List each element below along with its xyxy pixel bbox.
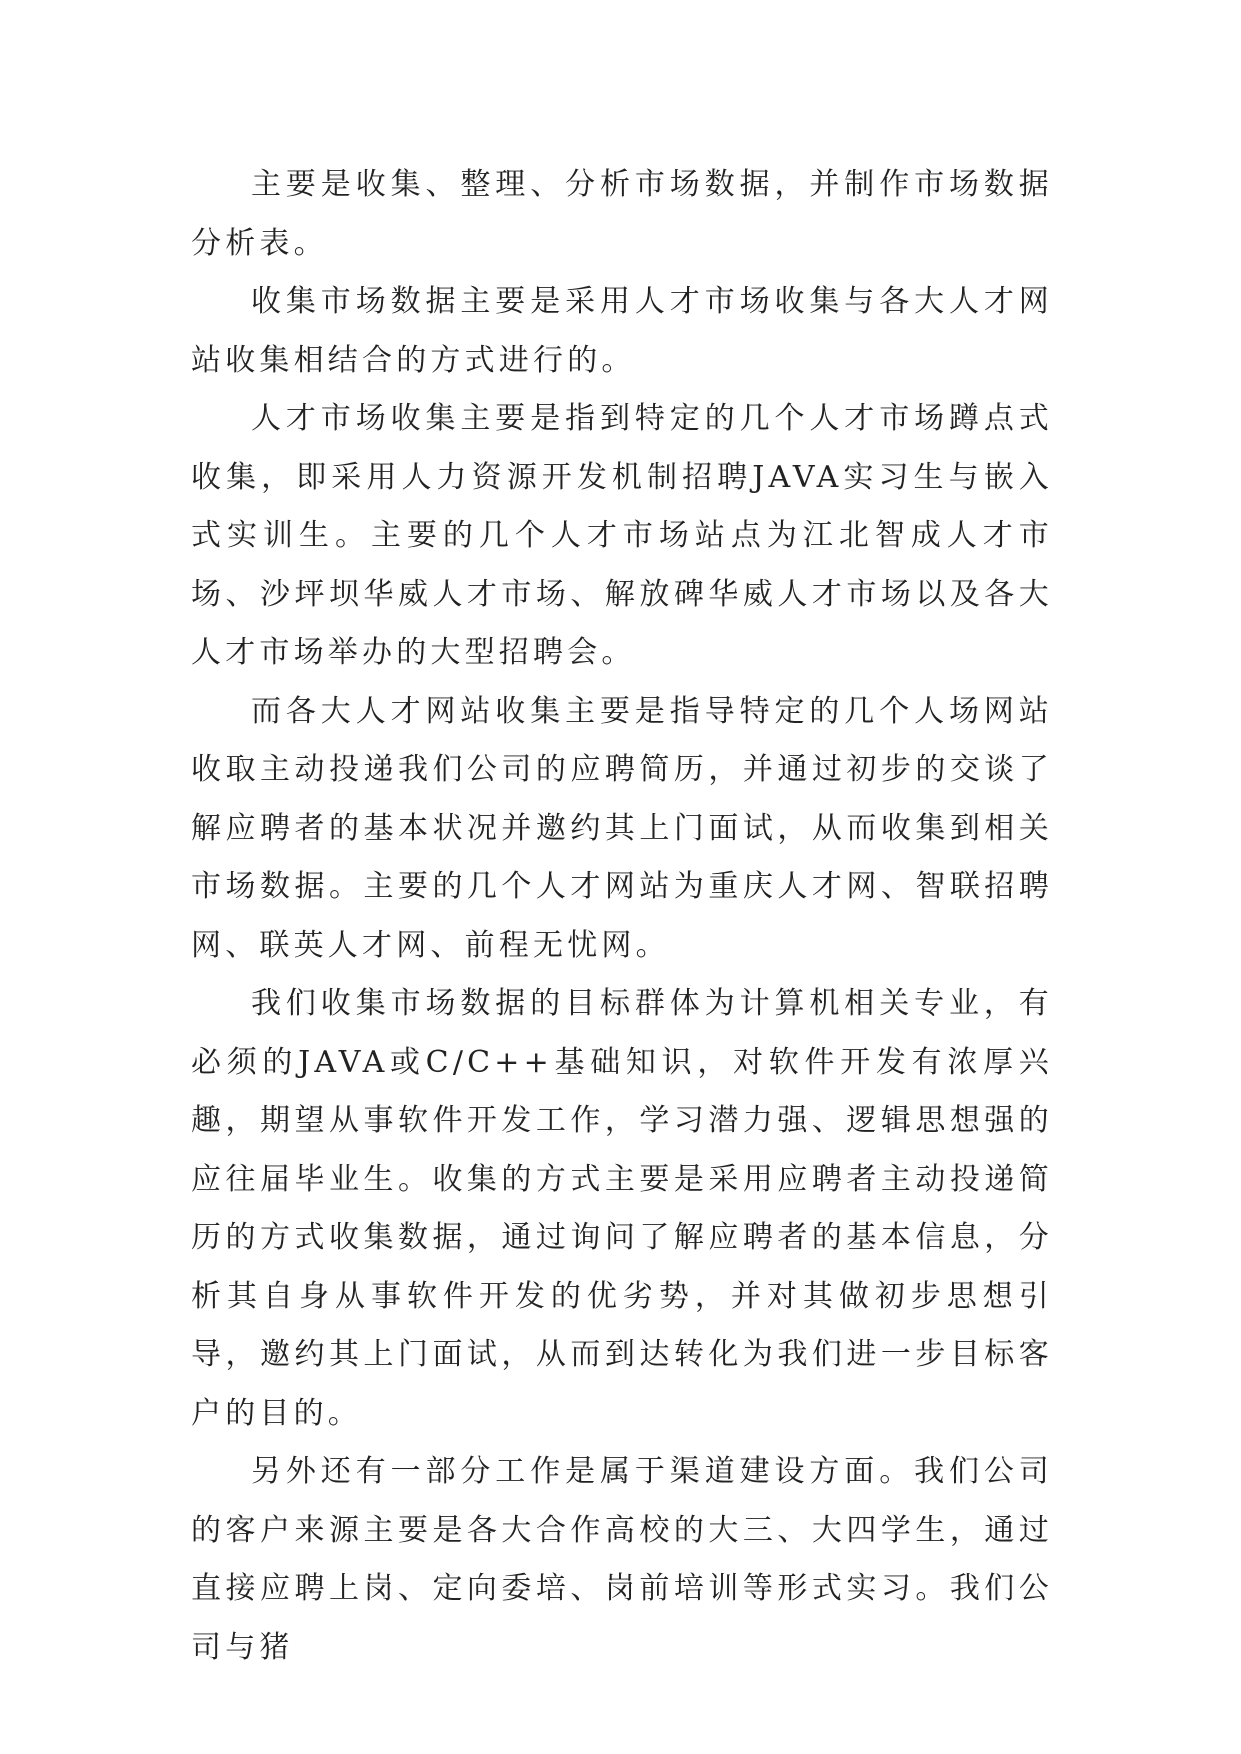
document-body — [191, 156, 1053, 1677]
paragraph-3: 人才市场收集主要是指到特定的几个人才市场蹲点式收集，即采用人力资源开发机制招聘JAVA实习生与嵌入式实训生。主要的几个人才市场站点为江北智成人才市场、沙坪坝华威人才市场、解放碑华威人才市场以及各大人才市场举办的大型招聘会。 — [191, 401, 1053, 670]
paragraph-1: 主要是收集、整理、分析市场数据，并制作市场数据分析表。 — [191, 167, 1053, 261]
paragraph-2: 收集市场数据主要是采用人才市场收集与各大人才网站收集相结合的方式进行的。 — [191, 284, 1053, 378]
paragraph-4: 而各大人才网站收集主要是指导特定的几个人场网站收取主动投递我们公司的应聘简历，并通过初步的交谈了解应聘者的基本状况并邀约其上门面试，从而收集到相关市场数据。主要的几个人才网站为重庆人才网、智联招聘网、联英人才网、前程无忧网。 — [191, 693, 1053, 963]
paragraph-5: 我们收集市场数据的目标群体为计算机相关专业，有必须的JAVA或C/C++基础知识，对软件开发有浓厚兴趣，期望从事软件开发工作，学习潜力强、逻辑思想强的应往届毕业生。收集的方式主要是采用应聘者主动投递简历的方式收集数据，通过询问了解应聘者的基本信息，分析其自身从事软件开发的优劣势，并对其做初步思想引导，邀约其上门面试，从而到达转化为我们进一步目标客户的目的。 — [191, 986, 1053, 1431]
paragraph-6: 另外还有一部分工作是属于渠道建设方面。我们公司的客户来源主要是各大合作高校的大三、大四学生，通过直接应聘上岗、定向委培、岗前培训等形式实习。我们公司与猪 — [191, 1454, 1053, 1665]
